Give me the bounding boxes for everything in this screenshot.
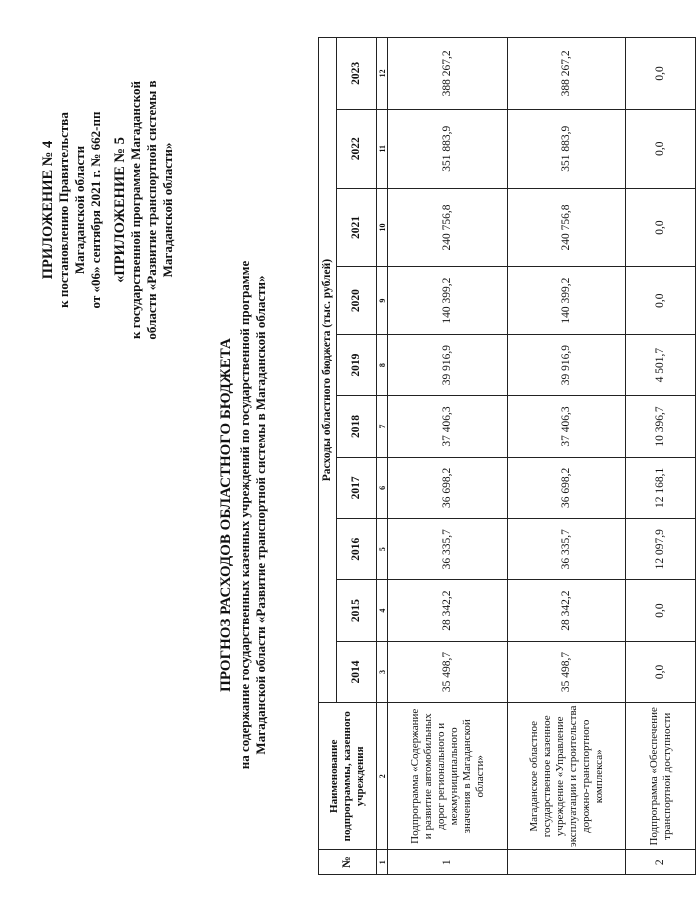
value-cell: 351 883,9	[388, 109, 508, 188]
value-cell: 4 501,7	[626, 334, 696, 395]
row-name: Подпрограмма «Обеспечение транспортной доступности	[626, 703, 696, 850]
document-title-block	[218, 195, 269, 835]
value-cell: 39 916,9	[388, 334, 508, 395]
value-cell: 35 498,7	[508, 641, 626, 702]
appendix-title: ПРИЛОЖЕНИЕ № 4	[40, 140, 56, 280]
value-cell: 28 342,2	[508, 580, 626, 641]
value-cell: 388 267,2	[508, 38, 626, 110]
value-cell: 0,0	[626, 267, 696, 335]
row-number: 2	[626, 850, 696, 875]
value-cell: 0,0	[626, 580, 696, 641]
value-cell: 351 883,9	[508, 109, 626, 188]
column-number: 4	[377, 580, 388, 641]
row-number: 1	[388, 850, 508, 875]
header-line-1: к постановлению Правительства	[56, 112, 71, 308]
value-cell: 37 406,3	[508, 396, 626, 457]
value-cell: 140 399,2	[508, 267, 626, 335]
document-title: ПРОГНОЗ РАСХОДОВ ОБЛАСТНОГО БЮДЖЕТА	[218, 338, 234, 692]
column-number: 5	[377, 519, 388, 580]
column-number: 9	[377, 267, 388, 335]
column-number: 12	[377, 38, 388, 110]
value-cell: 39 916,9	[508, 334, 626, 395]
column-number: 1	[377, 850, 388, 875]
value-cell: 10 396,7	[626, 396, 696, 457]
value-cell: 388 267,2	[388, 38, 508, 110]
value-cell: 36 698,2	[508, 457, 626, 518]
value-cell: 0,0	[626, 641, 696, 702]
value-cell: 37 406,3	[388, 396, 508, 457]
year-header: 2023	[337, 38, 377, 110]
year-header: 2015	[337, 580, 377, 641]
column-number: 2	[377, 703, 388, 850]
inner-header-line-1: к государственной программе Магаданской	[128, 81, 143, 339]
value-cell: 35 498,7	[388, 641, 508, 702]
table-body	[388, 38, 696, 875]
document-subtitle-1: на содержание государственных казенных учреждений по государственной программе	[237, 260, 252, 770]
resolution-header	[40, 60, 176, 360]
table-row	[626, 38, 696, 875]
col-header-name: Наименование подпрограммы, казенного учреждения	[319, 703, 377, 850]
row-name: Подпрограмма «Содержание и развитие автомобильных дорог регионального и межмуниципального значения в Магаданской области»	[388, 703, 508, 850]
year-header: 2017	[337, 457, 377, 518]
value-cell: 36 335,7	[388, 519, 508, 580]
column-numbers-row	[377, 38, 388, 875]
year-header: 2016	[337, 519, 377, 580]
header-line-3: от «06» сентября 2021 г. № 662-пп	[88, 111, 103, 309]
value-cell: 0,0	[626, 38, 696, 110]
column-number: 10	[377, 188, 388, 267]
year-header: 2020	[337, 267, 377, 335]
value-cell: 36 335,7	[508, 519, 626, 580]
value-cell: 36 698,2	[388, 457, 508, 518]
column-number: 8	[377, 334, 388, 395]
value-cell: 240 756,8	[508, 188, 626, 267]
value-cell: 240 756,8	[388, 188, 508, 267]
column-number: 6	[377, 457, 388, 518]
value-cell: 12 168,1	[626, 457, 696, 518]
col-header-no: №	[319, 850, 377, 875]
column-number: 7	[377, 396, 388, 457]
year-header: 2021	[337, 188, 377, 267]
table-row	[388, 38, 508, 875]
value-cell: 140 399,2	[388, 267, 508, 335]
document-subtitle-2: Магаданской области «Развитие транспортной системы в Магаданской области»	[253, 275, 268, 755]
table-row	[508, 38, 626, 875]
inner-appendix-title: «ПРИЛОЖЕНИЕ № 5	[112, 137, 128, 283]
column-number: 3	[377, 641, 388, 702]
value-cell: 0,0	[626, 109, 696, 188]
year-header: 2019	[337, 334, 377, 395]
inner-header-line-2: области «Развитие транспортной системы в	[144, 80, 159, 340]
inner-header-line-3: Магаданской области»	[160, 142, 175, 278]
year-header: 2022	[337, 109, 377, 188]
value-cell: 12 097,9	[626, 519, 696, 580]
col-header-group: Расходы областного бюджета (тыс. рублей)	[319, 38, 337, 703]
column-number: 11	[377, 109, 388, 188]
row-number	[508, 850, 626, 875]
value-cell: 28 342,2	[388, 580, 508, 641]
value-cell: 0,0	[626, 188, 696, 267]
header-line-2: Магаданской области	[72, 145, 87, 275]
row-name: Магаданское областное государственное казенное учреждение «Управление эксплуатации и строительства дорожно-транспортного комплекса»	[508, 703, 626, 850]
budget-forecast-table	[318, 37, 696, 875]
year-header: 2014	[337, 641, 377, 702]
year-header: 2018	[337, 396, 377, 457]
